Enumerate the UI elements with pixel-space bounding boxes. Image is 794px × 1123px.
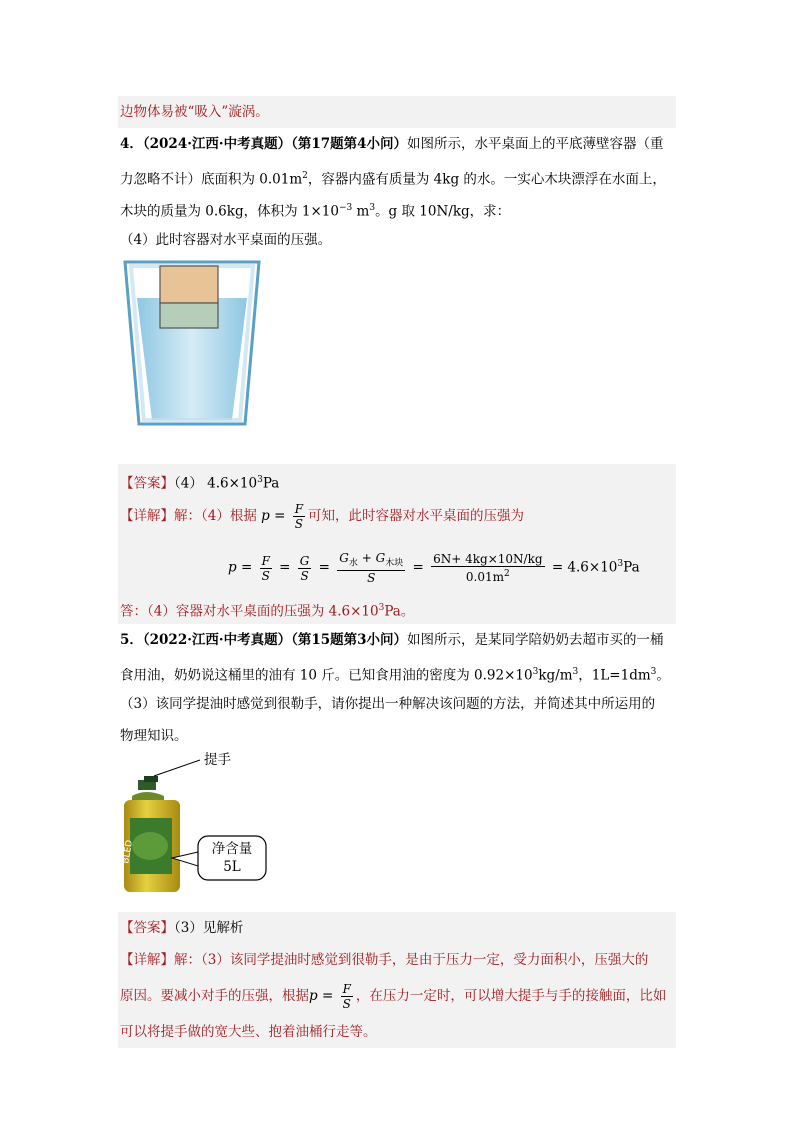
oil-bottle-figure [118,752,676,912]
q5-line-3: （3）该同学提油时感觉到很勒手，请你提出一种解决该问题的方法，并简述其中所运用的 [120,696,656,712]
q5-line-1: 5．（2022·江西·中考真题）（第15题第3小问）如图所示，是某同学陪奶奶去超市买的一桶 [120,632,664,648]
detail-5-line-2: 原因。要减小对手的压强，根据p = $\frac{F}{S}$ ，在压力一定时，可以增大提手与手的接触面，比如 [120,982,667,1011]
container-diagram [122,258,262,428]
q4-line-1: 4．（2024·江西·中考真题）（第17题第4小问）如图所示，水平桌面上的平底薄壁容器（重 [120,136,664,152]
q4-line-3: 木块的质量为 0.6kg，体积为 $1\times 10^{-3}$ $m^3$。g 取 10N/kg，求： [120,203,511,220]
detail-5-line-3: 可以将提手做的宽大些、抱着油桶行走等。 [120,1024,377,1040]
pressure-equation: p = $\frac{F}{S}$ = $\frac{G}{S}$ = $\frac{G_水 + G_{木块}}{S}$ = $\frac{6N+ 4kg\times 10N/kg}{0.01m^2}$ = $4.6\times 10^3Pa$ [228,550,640,586]
container-figure [118,256,676,464]
prev-answer-tail: 边物体易被“吸入”漩涡。 [118,96,676,128]
oil-bottle-diagram [118,756,298,906]
handle-label: 提手 [204,752,231,768]
answer-4: 【答案】（4） $4.6\times 10^3Pa$ [118,464,676,496]
svg-text:BLED: BLED [121,839,136,865]
page-content [118,96,676,1048]
detail-5-line-1: 【详解】解：（3）该同学提油时感觉到很勒手，是由于压力一定，受力面积小，压强大的 [120,952,649,968]
q5-line-4: 物理知识。 [120,728,188,744]
answer-5-block [118,912,676,1048]
final-answer-4: 答：（4）容器对水平桌面的压强为 $4.6\times 10^3Pa$。 [120,603,415,620]
q4-line-2: 力忽略不计）底面积为 $0.01m^2$，容器内盛有质量为 4kg 的水。一实心木块漂浮在水面上， [120,171,666,188]
net-content-label: 净含量 5L [211,841,253,875]
q5-line-2: 食用油，奶奶说这桶里的油有 10 斤。已知食用油的密度为 $0.92\times 10^3kg/m^3$，$1L=1dm^3$。 [120,667,670,684]
detail-4-line-1: 【详解】解：（4）根据 p = $\frac{F}{S}$ 可知，此时容器对水平桌面的压强为 [120,502,525,531]
q4-line-4: （4）此时容器对水平桌面的压强。 [120,232,332,248]
answer-5: 【答案】（3）见解析 [120,920,244,936]
detail-4 [118,496,676,624]
